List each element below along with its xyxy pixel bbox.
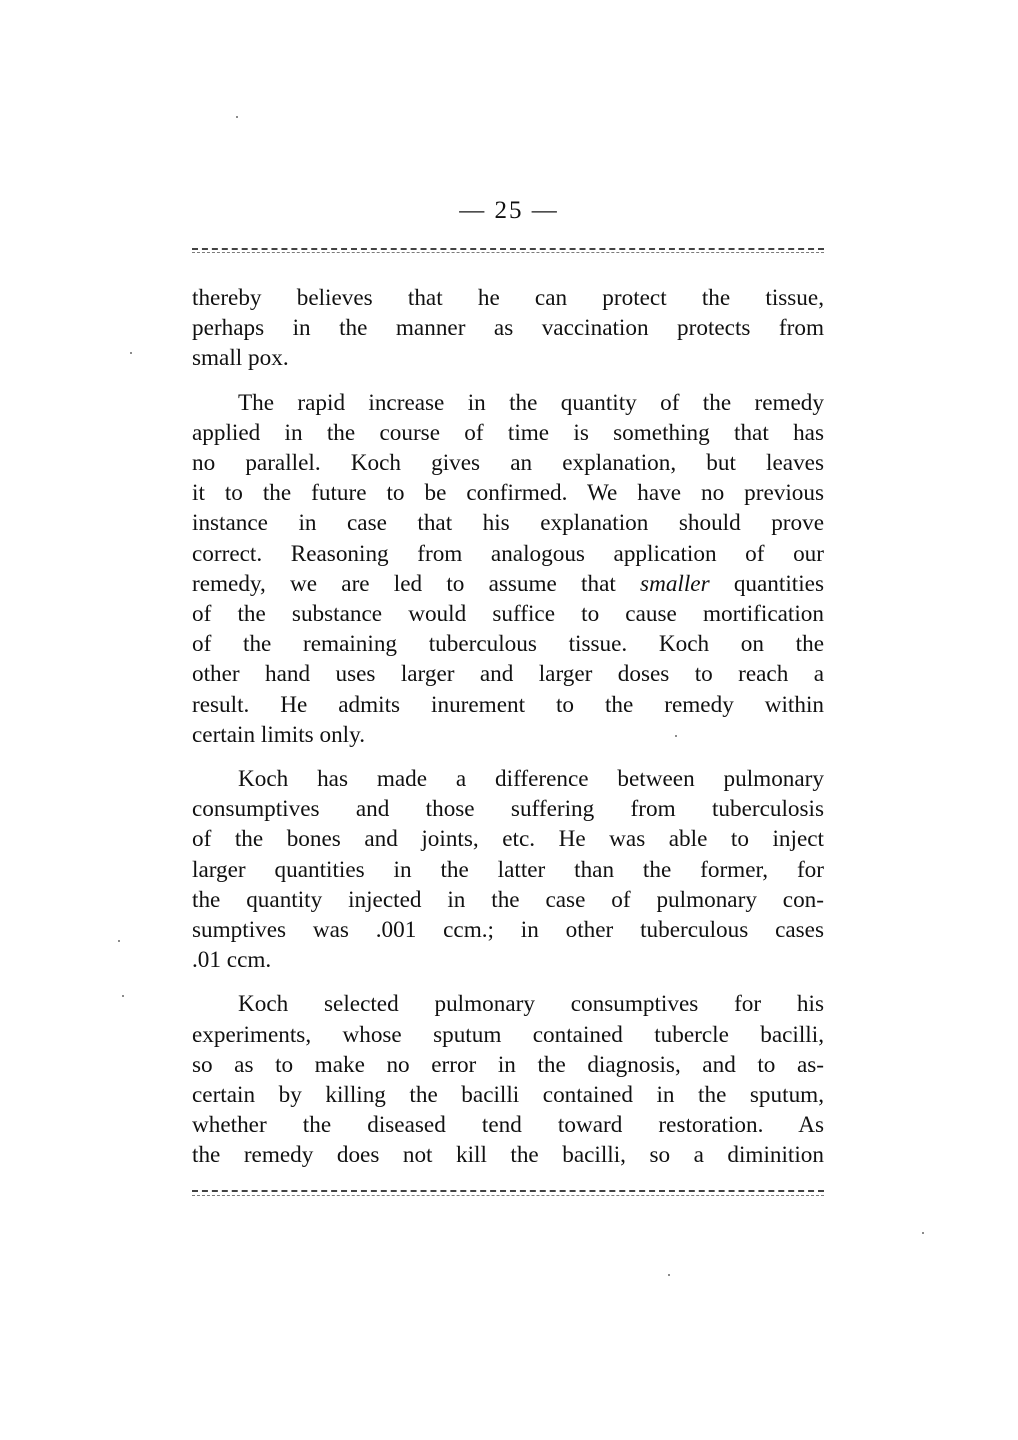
scan-speck bbox=[118, 940, 120, 942]
footer-rule bbox=[192, 1190, 824, 1192]
text-line-with-italic bbox=[192, 569, 824, 599]
text-line: perhaps in the manner as vaccination protects from bbox=[192, 315, 824, 342]
scan-speck bbox=[668, 1274, 670, 1276]
text-line: of the bones and joints, etc. He was able to inject bbox=[192, 826, 824, 853]
text-run: quantities bbox=[709, 570, 824, 597]
scan-speck bbox=[675, 735, 677, 737]
text-run: remedy, we are led to assume that bbox=[192, 570, 641, 597]
text-line: instance in case that his explanation should prove bbox=[192, 510, 824, 537]
text-line: the quantity injected in the case of pulmonary con- bbox=[192, 886, 824, 913]
page-number: — 25 — bbox=[459, 197, 559, 224]
paragraph bbox=[192, 388, 824, 750]
scan-speck bbox=[130, 352, 132, 354]
text-line: result. He admits inurement to the remedy within bbox=[192, 691, 824, 718]
header-rule bbox=[192, 248, 824, 250]
header-rule-thin bbox=[192, 252, 824, 253]
text-line: Koch has made a difference between pulmonary bbox=[238, 766, 824, 793]
footer-rule-thin bbox=[192, 1195, 824, 1196]
text-line: of the substance would suffice to cause mortification bbox=[192, 601, 824, 628]
text-line: thereby believes that he can protect the tissue, bbox=[192, 285, 824, 311]
scan-speck bbox=[922, 1232, 924, 1234]
paragraph bbox=[192, 764, 824, 975]
text-line: the remedy does not kill the bacilli, so a diminition bbox=[192, 1142, 824, 1169]
text-line: .01 ccm. bbox=[192, 947, 272, 974]
text-line: certain limits only. bbox=[192, 721, 366, 748]
text-line: applied in the course of time is something that has bbox=[192, 419, 824, 446]
italic-word: smaller bbox=[640, 570, 710, 597]
text-line: whether the diseased tend toward restoration. As bbox=[192, 1112, 824, 1139]
text-line: small pox. bbox=[192, 345, 289, 372]
text-line: other hand uses larger and larger doses to reach a bbox=[192, 661, 824, 688]
text-line: sumptives was .001 ccm.; in other tuberculous cases bbox=[192, 917, 824, 944]
text-line: larger quantities in the latter than the former, for bbox=[192, 856, 824, 883]
scan-speck bbox=[236, 116, 238, 118]
paragraph bbox=[192, 283, 824, 374]
scan-speck bbox=[122, 995, 124, 997]
text-line: correct. Reasoning from analogous application of our bbox=[192, 540, 824, 567]
paragraph bbox=[192, 989, 824, 1170]
text-line: certain by killing the bacilli contained in the sputum, bbox=[192, 1082, 824, 1109]
text-line: consumptives and those suffering from tuberculosis bbox=[192, 796, 824, 823]
text-line: Koch selected pulmonary consumptives for his bbox=[238, 991, 824, 1018]
text-line: experiments, whose sputum contained tubercle bacilli, bbox=[192, 1021, 824, 1048]
body-text bbox=[192, 283, 824, 1171]
text-line: The rapid increase in the quantity of the remedy bbox=[238, 389, 824, 416]
text-line: of the remaining tuberculous tissue. Koch on the bbox=[192, 631, 824, 658]
text-line: it to the future to be confirmed. We have no previous bbox=[192, 480, 824, 507]
text-line: so as to make no error in the diagnosis, and to as- bbox=[192, 1051, 824, 1078]
text-line: no parallel. Koch gives an explanation, but leaves bbox=[192, 450, 824, 477]
